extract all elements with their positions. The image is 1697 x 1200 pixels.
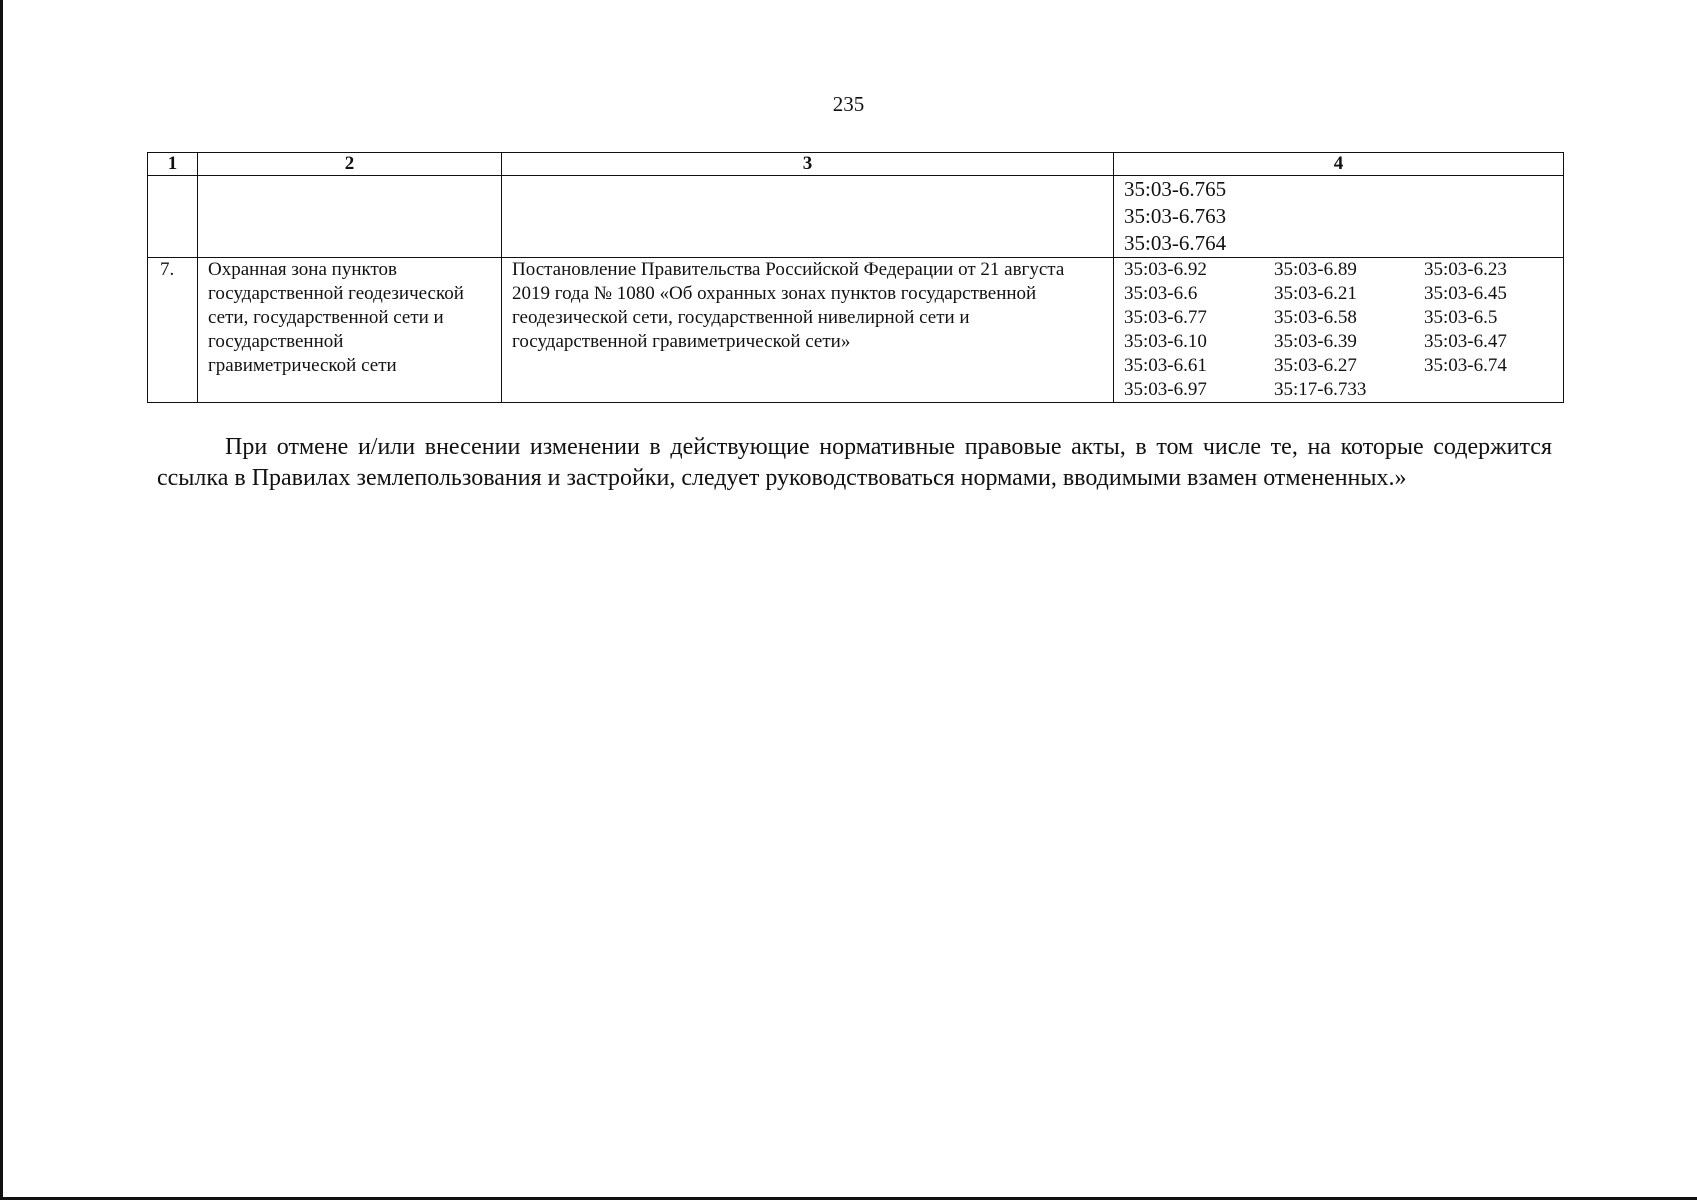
cell-zone-name: Охранная зона пунктов государственной геодезической сети, государственной сети и государственной гравиметрической сети xyxy=(198,258,502,403)
zone-code: 35:03-6.77 xyxy=(1124,307,1207,328)
table-row-7 xyxy=(148,258,1564,403)
zone-code: 35:03-6.765 xyxy=(1124,177,1227,201)
page-number: 235 xyxy=(832,92,865,116)
zone-code: 35:03-6.764 xyxy=(1124,231,1227,255)
cell-document: Постановление Правительства Российской Федерации от 21 августа 2019 года № 1080 «Об охранных зонах пунктов государственной геодезической сети, государственной нивелирной сети и государственной гравиметрической сети» xyxy=(502,258,1114,403)
zone-code: 35:03-6.45 xyxy=(1424,283,1507,304)
zone-code: 35:03-6.61 xyxy=(1124,355,1207,376)
column-header-4: 4 xyxy=(1114,153,1564,176)
cell-num xyxy=(148,176,198,258)
zone-code: 35:03-6.39 xyxy=(1274,331,1357,352)
zone-code: 35:03-6.97 xyxy=(1124,379,1207,400)
codes-grid xyxy=(1124,258,1553,402)
cell-document xyxy=(502,176,1114,258)
cell-codes xyxy=(1114,258,1564,403)
column-header-2: 2 xyxy=(198,153,502,176)
zone-code: 35:03-6.47 xyxy=(1424,331,1507,352)
column-header-1: 1 xyxy=(148,153,198,176)
zones-table xyxy=(147,152,1564,403)
closing-paragraph: При отмене и/или внесении изменении в действующие нормативные правовые акты, в том числе те, на которые содержится ссылка в Правилах землепользования и застройки, следует руководствоваться нормами, вводимыми взамен отмененных.» xyxy=(157,434,1552,491)
zone-code: 35:03-6.5 xyxy=(1424,307,1498,328)
zone-code: 35:03-6.74 xyxy=(1424,355,1507,376)
table-row-continuation xyxy=(148,176,1564,258)
table-header-row xyxy=(148,153,1564,176)
cell-num: 7. xyxy=(148,258,198,403)
zone-code: 35:03-6.23 xyxy=(1424,259,1507,280)
zone-code: 35:03-6.92 xyxy=(1124,259,1207,280)
zone-code: 35:03-6.27 xyxy=(1274,355,1357,376)
codes-list xyxy=(1124,176,1553,257)
cell-zone-name xyxy=(198,176,502,258)
column-header-3: 3 xyxy=(502,153,1114,176)
zone-code: 35:03-6.10 xyxy=(1124,331,1207,352)
zone-code: 35:17-6.733 xyxy=(1274,379,1367,400)
zone-code: 35:03-6.763 xyxy=(1124,204,1227,228)
zone-code: 35:03-6.21 xyxy=(1274,283,1357,304)
cell-codes xyxy=(1114,176,1564,258)
page-border-left xyxy=(0,0,3,1200)
zone-code: 35:03-6.89 xyxy=(1274,259,1357,280)
zone-code: 35:03-6.6 xyxy=(1124,283,1198,304)
zone-code: 35:03-6.58 xyxy=(1274,307,1357,328)
